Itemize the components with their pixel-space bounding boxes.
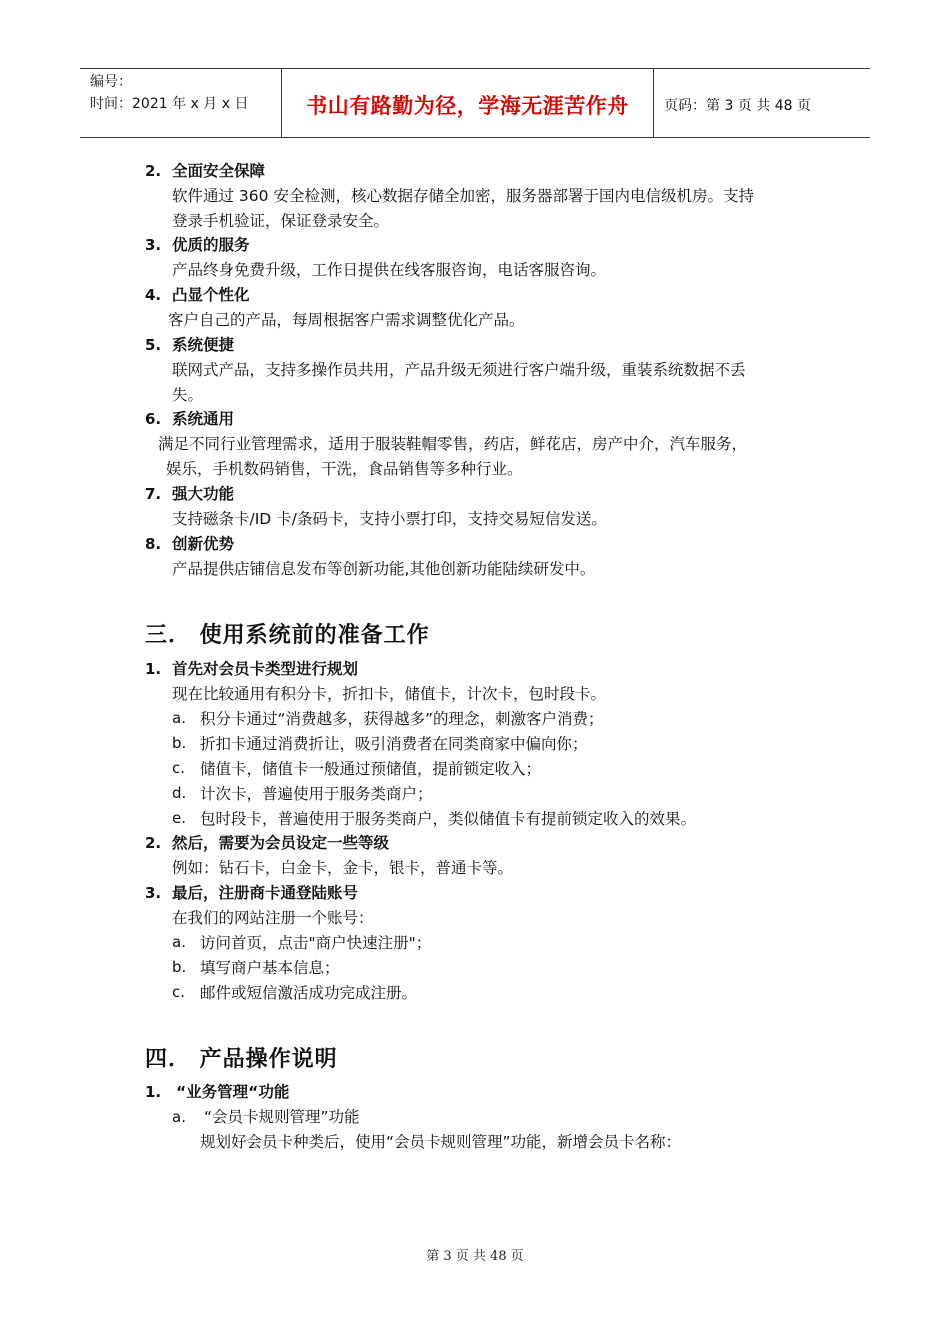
list-item-title: 首先对会员卡类型进行规划: [172, 660, 359, 678]
motto: 书山有路勤为径，学海无涯苦作舟: [306, 94, 629, 118]
paragraph-line: 现在比较通用有积分卡，折扣卡，储值卡，计次卡，包时段卡。: [172, 685, 607, 703]
page-footer: 第 3 页 共 48 页: [426, 1249, 524, 1264]
sublist-item: 邮件或短信激活成功完成注册。: [200, 984, 418, 1002]
sublist-item: “会员卡规则管理”功能: [204, 1108, 360, 1126]
paragraph-line: 软件通过 360 安全检测，核心数据存储全加密，服务器部署于国内电信级机房。支持: [172, 187, 754, 205]
section-heading: 四． 产品操作说明: [145, 1047, 338, 1072]
list-number: 3.: [145, 236, 162, 254]
list-item-title: 强大功能: [172, 485, 235, 503]
sublist-item: 储值卡，储值卡一般通过预储值，提前锁定收入；: [200, 760, 542, 778]
list-item-title: 然后，需要为会员设定一些等级: [172, 834, 390, 852]
sublist-letter: c.: [172, 759, 186, 777]
page-header: [80, 68, 870, 138]
sublist-letter: c.: [172, 983, 186, 1001]
header-page-cell: [654, 71, 870, 139]
sublist-letter: d.: [172, 784, 187, 802]
list-item-title: 最后，注册商卡通登陆账号: [172, 884, 359, 902]
list-number: 8.: [145, 535, 162, 553]
section-heading: 三． 使用系统前的准备工作: [145, 623, 430, 648]
list-item-title: 系统便捷: [172, 336, 235, 354]
sublist-item: 访问首页，点击"商户快速注册"；: [200, 934, 432, 952]
sublist-item: 填写商户基本信息；: [200, 959, 340, 977]
paragraph-line: 例如：钻石卡，白金卡，金卡，银卡，普通卡等。: [172, 859, 514, 877]
sublist-letter: a.: [172, 933, 186, 951]
sublist-letter: a.: [172, 1108, 186, 1126]
list-item-title: 系统通用: [172, 410, 235, 428]
sublist-letter: b.: [172, 958, 187, 976]
list-item-title: 创新优势: [172, 535, 235, 553]
paragraph-line: 满足不同行业管理需求，适用于服装鞋帽零售，药店，鲜花店，房产中介，汽车服务，: [158, 435, 748, 453]
sublist-item: 折扣卡通过消费折让，吸引消费者在同类商家中偏向你；: [200, 735, 588, 753]
paragraph-line: 客户自己的产品，每周根据客户需求调整优化产品。: [168, 311, 525, 329]
serial-label: 编号：: [90, 74, 132, 90]
list-item-title: 全面安全保障: [172, 162, 266, 180]
list-number: 6.: [145, 410, 162, 428]
sublist-letter: e.: [172, 809, 186, 827]
sublist-letter: a.: [172, 709, 186, 727]
list-number: 5.: [145, 336, 162, 354]
paragraph-line: 失。: [172, 386, 204, 404]
list-number: 2.: [145, 834, 162, 852]
list-number: 1.: [145, 660, 162, 678]
paragraph-line: 支持磁条卡/ID 卡/条码卡，支持小票打印，支持交易短信发送。: [172, 510, 607, 528]
list-item-title: 优质的服务: [172, 236, 250, 254]
list-number: 3.: [145, 884, 162, 902]
list-item-title: “业务管理“功能: [176, 1083, 290, 1101]
header-motto-cell: [282, 69, 654, 137]
sublist-item: 计次卡，普遍使用于服务类商户；: [200, 785, 433, 803]
page-label: 页码：第 3 页 共 48 页: [664, 98, 811, 114]
paragraph-line: 规划好会员卡种类后，使用“会员卡规则管理”功能，新增会员卡名称：: [200, 1133, 682, 1151]
sublist-letter: b.: [172, 734, 187, 752]
paragraph-line: 联网式产品，支持多操作员共用，产品升级无须进行客户端升级，重装系统数据不丢: [172, 361, 746, 379]
paragraph-line: 娱乐，手机数码销售，干洗，食品销售等多种行业。: [166, 460, 523, 478]
list-number: 7.: [145, 485, 162, 503]
list-item-title: 凸显个性化: [172, 286, 250, 304]
sublist-item: 积分卡通过“消费越多，获得越多”的理念，刺激客户消费；: [200, 710, 604, 728]
list-number: 4.: [145, 286, 162, 304]
list-number: 2.: [145, 162, 162, 180]
list-number: 1.: [145, 1083, 162, 1101]
paragraph-line: 产品提供店铺信息发布等创新功能,其他创新功能陆续研发中。: [172, 560, 596, 578]
paragraph-line: 在我们的网站注册一个账号：: [172, 909, 374, 927]
time-label: 时间：2021 年 x 月 x 日: [90, 96, 249, 112]
header-meta: [80, 69, 282, 137]
sublist-item: 包时段卡，普遍使用于服务类商户，类似储值卡有提前锁定收入的效果。: [200, 810, 697, 828]
paragraph-line: 产品终身免费升级，工作日提供在线客服咨询，电话客服咨询。: [172, 261, 607, 279]
paragraph-line: 登录手机验证，保证登录安全。: [172, 212, 390, 230]
